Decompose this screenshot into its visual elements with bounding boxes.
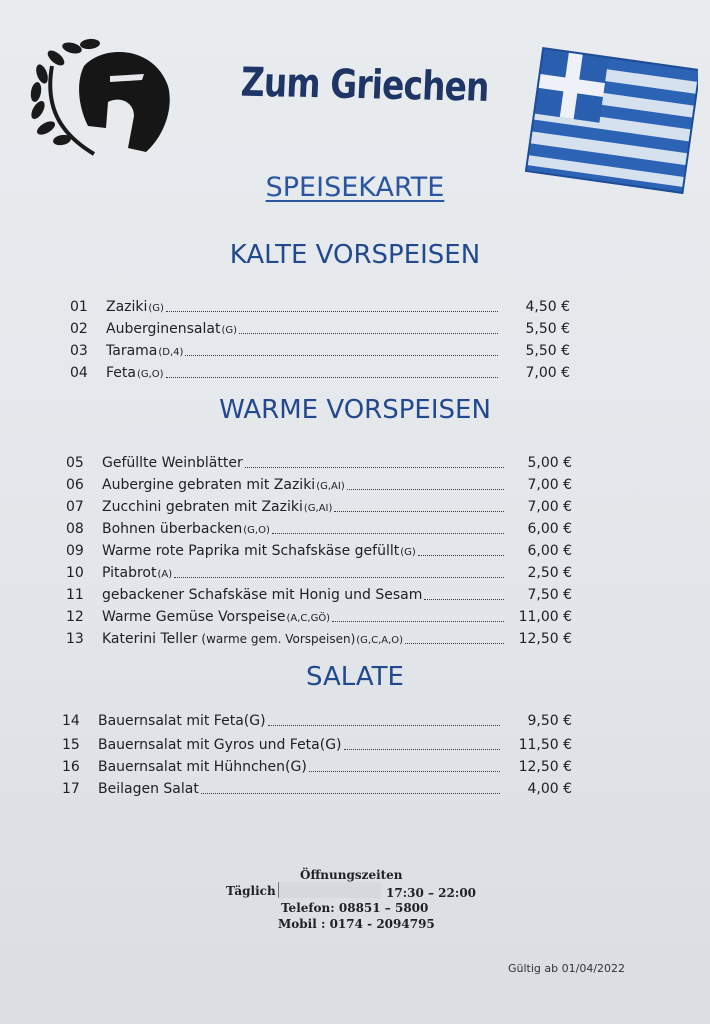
item-price: 7,00 € — [527, 499, 572, 515]
item-name-group — [106, 362, 164, 386]
spartan-helmet-logo — [24, 36, 174, 158]
item-name-group — [102, 518, 270, 542]
phone-number: Telefon: 08851 – 5800 — [281, 901, 429, 915]
item-name: Pitabrot — [102, 565, 157, 581]
item-name-group — [102, 496, 332, 520]
restaurant-title: Zum Griechen — [239, 59, 490, 111]
item-allergens: (D,4) — [158, 347, 184, 358]
item-name-group — [98, 710, 266, 732]
item-name: Aubergine gebraten mit Zaziki — [102, 477, 316, 493]
menu-item-row — [0, 340, 710, 362]
opening-day: Täglich — [226, 884, 276, 898]
item-name-group — [102, 584, 422, 606]
menu-item-row — [0, 778, 710, 800]
item-number: 03 — [70, 343, 88, 359]
item-number: 14 — [62, 713, 80, 729]
item-name: Auberginensalat — [106, 321, 221, 337]
dot-leader — [245, 466, 504, 468]
item-price: 5,50 € — [525, 321, 570, 337]
menu-item-row — [0, 318, 710, 340]
mobile-number: Mobil : 0174 - 2094795 — [278, 917, 435, 931]
item-name-group — [98, 734, 342, 756]
item-allergens: (G) — [400, 547, 416, 558]
item-note: (warme gem. Vorspeisen) — [201, 632, 356, 646]
dot-leader — [332, 620, 504, 622]
menu-item-row — [0, 540, 710, 562]
item-number: 11 — [66, 587, 84, 603]
item-price: 7,00 € — [527, 477, 572, 493]
opening-label: Öffnungszeiten — [300, 868, 403, 882]
item-number: 05 — [66, 455, 84, 471]
item-allergens: (G,C,A,O) — [356, 635, 404, 646]
dot-leader — [201, 792, 500, 794]
item-name-group — [102, 474, 345, 498]
redacted-block — [278, 882, 381, 898]
item-name: Gefüllte Weinblätter — [102, 455, 243, 471]
menu-item-row — [0, 474, 710, 496]
dot-leader — [334, 510, 504, 512]
item-name: Bohnen überbacken — [102, 521, 243, 537]
item-price: 7,00 € — [525, 365, 570, 381]
item-allergens: (G,AI) — [316, 481, 345, 492]
menu-item-row — [0, 606, 710, 628]
item-allergens: (G,AI) — [303, 503, 333, 514]
item-name: Warme Gemüse Vorspeise — [102, 609, 286, 625]
item-name-group — [98, 756, 307, 778]
item-name: Beilagen Salat — [98, 781, 199, 797]
dot-leader — [185, 354, 498, 356]
menu-item-row — [0, 756, 710, 778]
dot-leader — [268, 724, 500, 726]
dot-leader — [344, 748, 500, 750]
dot-leader — [174, 576, 504, 578]
menu-item-row — [0, 296, 710, 318]
item-price: 2,50 € — [527, 565, 572, 581]
item-price: 6,00 € — [527, 543, 572, 559]
item-number: 09 — [66, 543, 84, 559]
item-name: Zucchini gebraten mit Zaziki — [102, 499, 303, 515]
item-price: 5,50 € — [525, 343, 570, 359]
item-price: 6,00 € — [527, 521, 572, 537]
item-name-group — [102, 562, 172, 586]
item-price: 11,00 € — [518, 609, 572, 625]
item-number: 04 — [70, 365, 88, 381]
item-number: 10 — [66, 565, 84, 581]
item-name: Feta — [106, 365, 136, 381]
item-price: 7,50 € — [527, 587, 572, 603]
opening-hours: 17:30 – 22:00 — [386, 886, 477, 900]
item-allergens: (A) — [157, 569, 173, 580]
item-price: 5,00 € — [527, 455, 572, 471]
section-title-kalte: KALTE VORSPEISEN — [229, 240, 481, 270]
valid-from: Gültig ab 01/04/2022 — [508, 962, 626, 975]
item-number: 01 — [70, 299, 88, 315]
item-allergens: (G,O) — [136, 369, 164, 380]
dot-leader — [272, 532, 504, 534]
item-name-group — [102, 540, 416, 564]
item-allergens: (G) — [148, 303, 164, 314]
dot-leader — [309, 770, 500, 772]
item-number: 08 — [66, 521, 84, 537]
item-price: 4,50 € — [525, 299, 570, 315]
section-title-warme: WARME VORSPEISEN — [219, 395, 491, 425]
item-name-group — [106, 296, 164, 320]
item-price: 11,50 € — [518, 737, 572, 753]
item-name: Zaziki — [106, 299, 148, 315]
dot-leader — [239, 332, 498, 334]
item-number: 17 — [62, 781, 80, 797]
item-price: 4,00 € — [527, 781, 572, 797]
item-name: Bauernsalat mit Feta(G) — [98, 713, 266, 729]
item-price: 12,50 € — [518, 759, 572, 775]
item-name-group — [106, 340, 183, 364]
item-price: 9,50 € — [527, 713, 572, 729]
menu-item-row — [0, 628, 710, 650]
item-number: 12 — [66, 609, 84, 625]
dot-leader — [166, 310, 498, 312]
item-name: Katerini Teller — [102, 631, 198, 647]
menu-item-row — [0, 496, 710, 518]
item-allergens: (G) — [221, 325, 237, 336]
dot-leader — [405, 642, 504, 644]
section-title-salate: SALATE — [306, 662, 404, 692]
menu-item-row — [0, 710, 710, 732]
item-number: 13 — [66, 631, 84, 647]
item-number: 15 — [62, 737, 80, 753]
item-name: Tarama — [106, 343, 158, 359]
item-name-group — [98, 778, 199, 800]
dot-leader — [424, 598, 504, 600]
menu-item-row — [0, 362, 710, 384]
item-name-group — [106, 318, 237, 342]
dot-leader — [166, 376, 498, 378]
dot-leader — [418, 554, 504, 556]
dot-leader — [347, 488, 504, 490]
item-number: 02 — [70, 321, 88, 337]
menu-title: SPEISEKARTE — [265, 172, 445, 203]
item-name-group — [102, 452, 243, 474]
item-number: 07 — [66, 499, 84, 515]
item-name: Warme rote Paprika mit Schafskäse gefüllt — [102, 543, 400, 559]
item-allergens: (G,O) — [243, 525, 270, 536]
item-number: 06 — [66, 477, 84, 493]
item-number: 16 — [62, 759, 80, 775]
menu-item-row — [0, 734, 710, 756]
item-name-group — [102, 628, 403, 652]
item-name: Bauernsalat mit Hühnchen(G) — [98, 759, 307, 775]
menu-item-row — [0, 452, 710, 474]
item-name-group — [102, 606, 330, 630]
item-name: gebackener Schafskäse mit Honig und Sesam — [102, 587, 423, 603]
menu-item-row — [0, 518, 710, 540]
item-name: Bauernsalat mit Gyros und Feta(G) — [98, 737, 342, 753]
menu-item-row — [0, 584, 710, 606]
menu-item-row — [0, 562, 710, 584]
item-price: 12,50 € — [518, 631, 572, 647]
item-allergens: (A,C,GÖ) — [286, 613, 331, 624]
